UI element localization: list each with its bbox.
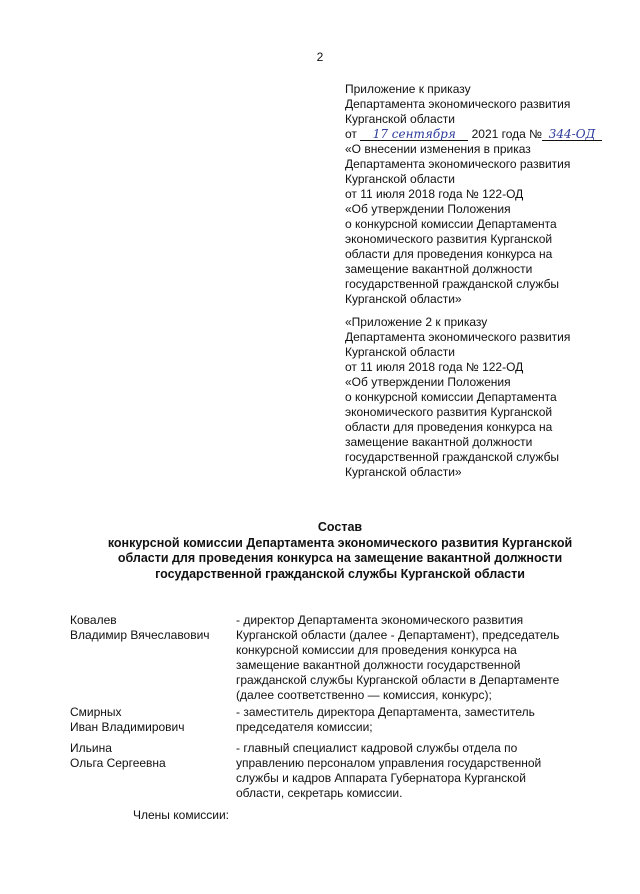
member-given-names: Ольга Сергеевна <box>70 756 166 770</box>
appendix-line: Департамента экономического развития <box>345 157 571 171</box>
appendix-line: замещение вакантной должности <box>345 262 533 276</box>
appendix-line: Курганской области <box>345 345 455 359</box>
appendix-line: о конкурсной комиссии Департамента <box>345 390 557 404</box>
heading-title: Состав <box>317 520 363 534</box>
member-given-names: Владимир Вячеславович <box>70 628 210 642</box>
role-line: замещение вакантной должности государственной <box>236 658 521 672</box>
role-line: - главный специалист кадровой службы отдела по <box>236 741 518 755</box>
document-heading <box>70 520 610 582</box>
member-name <box>70 741 235 771</box>
date-year: 2021 года № <box>471 127 543 141</box>
appendix-line: Курганской области» <box>345 465 462 479</box>
handwritten-number: 344-ОД <box>542 128 602 141</box>
appendix-line: «Об утверждении Положения <box>345 375 511 389</box>
members-label: Члены комиссии: <box>133 808 230 822</box>
appendix-header <box>345 82 615 307</box>
page-number: 2 <box>316 50 324 64</box>
appendix-line: экономического развития Курганской <box>345 405 553 419</box>
appendix-line: Курганской области <box>345 112 455 126</box>
role-line: конкурсной комиссии для проведения конкурса на <box>236 643 517 657</box>
appendix-line: Курганской области» <box>345 292 462 306</box>
date-prefix: от <box>345 127 357 141</box>
role-line: гражданской службы Курганской области в Департаменте <box>236 673 560 687</box>
heading-line: области для проведения конкурса на замещение вакантной должности <box>117 551 563 565</box>
appendix-2-header <box>345 315 615 480</box>
role-line: - заместитель директора Департамента, заместитель <box>236 705 535 719</box>
appendix-line: государственной гражданской службы <box>345 277 560 291</box>
appendix-line: от 11 июля 2018 года № 122-ОД <box>345 360 524 374</box>
role-line: - директор Департамента экономического развития <box>236 613 524 627</box>
heading-line: государственной гражданской службы Курганской области <box>155 566 525 581</box>
appendix-line: «Приложение 2 к приказу <box>345 315 488 329</box>
appendix-line: о конкурсной комиссии Департамента <box>345 217 557 231</box>
member-role <box>236 613 616 703</box>
member-name <box>70 705 235 735</box>
appendix-line: «О внесении изменения в приказ <box>345 142 531 156</box>
appendix-line: экономического развития Курганской <box>345 232 553 246</box>
appendix-line: «Об утверждении Положения <box>345 202 511 216</box>
role-line: (далее соответственно — комиссия, конкурс); <box>236 688 492 702</box>
appendix-line: Приложение к приказу <box>345 82 471 96</box>
role-line: Курганской области (далее - Департамент), председатель <box>236 628 560 642</box>
appendix-line: области для проведения конкурса на <box>345 420 553 434</box>
appendix-line: Курганской области <box>345 172 455 186</box>
appendix-date-line <box>345 127 615 142</box>
appendix-line: от 11 июля 2018 года № 122-ОД <box>345 187 524 201</box>
appendix-line: области для проведения конкурса на <box>345 247 553 261</box>
member-surname: Ильина <box>70 741 112 755</box>
member-surname: Смирных <box>70 705 122 719</box>
member-given-names: Иван Владимирович <box>70 720 185 734</box>
member-role <box>236 741 616 801</box>
role-line: службы и кадров Аппарата Губернатора Курганской <box>236 771 526 785</box>
appendix-line: замещение вакантной должности <box>345 435 533 449</box>
role-line: области, секретарь комиссии. <box>236 786 403 800</box>
heading-line: конкурсной комиссии Департамента экономического развития Курганской <box>107 535 573 550</box>
role-line: председателя комиссии; <box>236 720 373 734</box>
appendix-line: Департамента экономического развития <box>345 330 571 344</box>
member-role <box>236 705 616 735</box>
member-surname: Ковалев <box>70 613 117 627</box>
role-line: управлению персоналом управления государственной <box>236 756 542 770</box>
member-name <box>70 613 235 643</box>
appendix-line: Департамента экономического развития <box>345 97 571 111</box>
handwritten-date: 17 сентября <box>360 128 468 141</box>
appendix-line: государственной гражданской службы <box>345 450 560 464</box>
